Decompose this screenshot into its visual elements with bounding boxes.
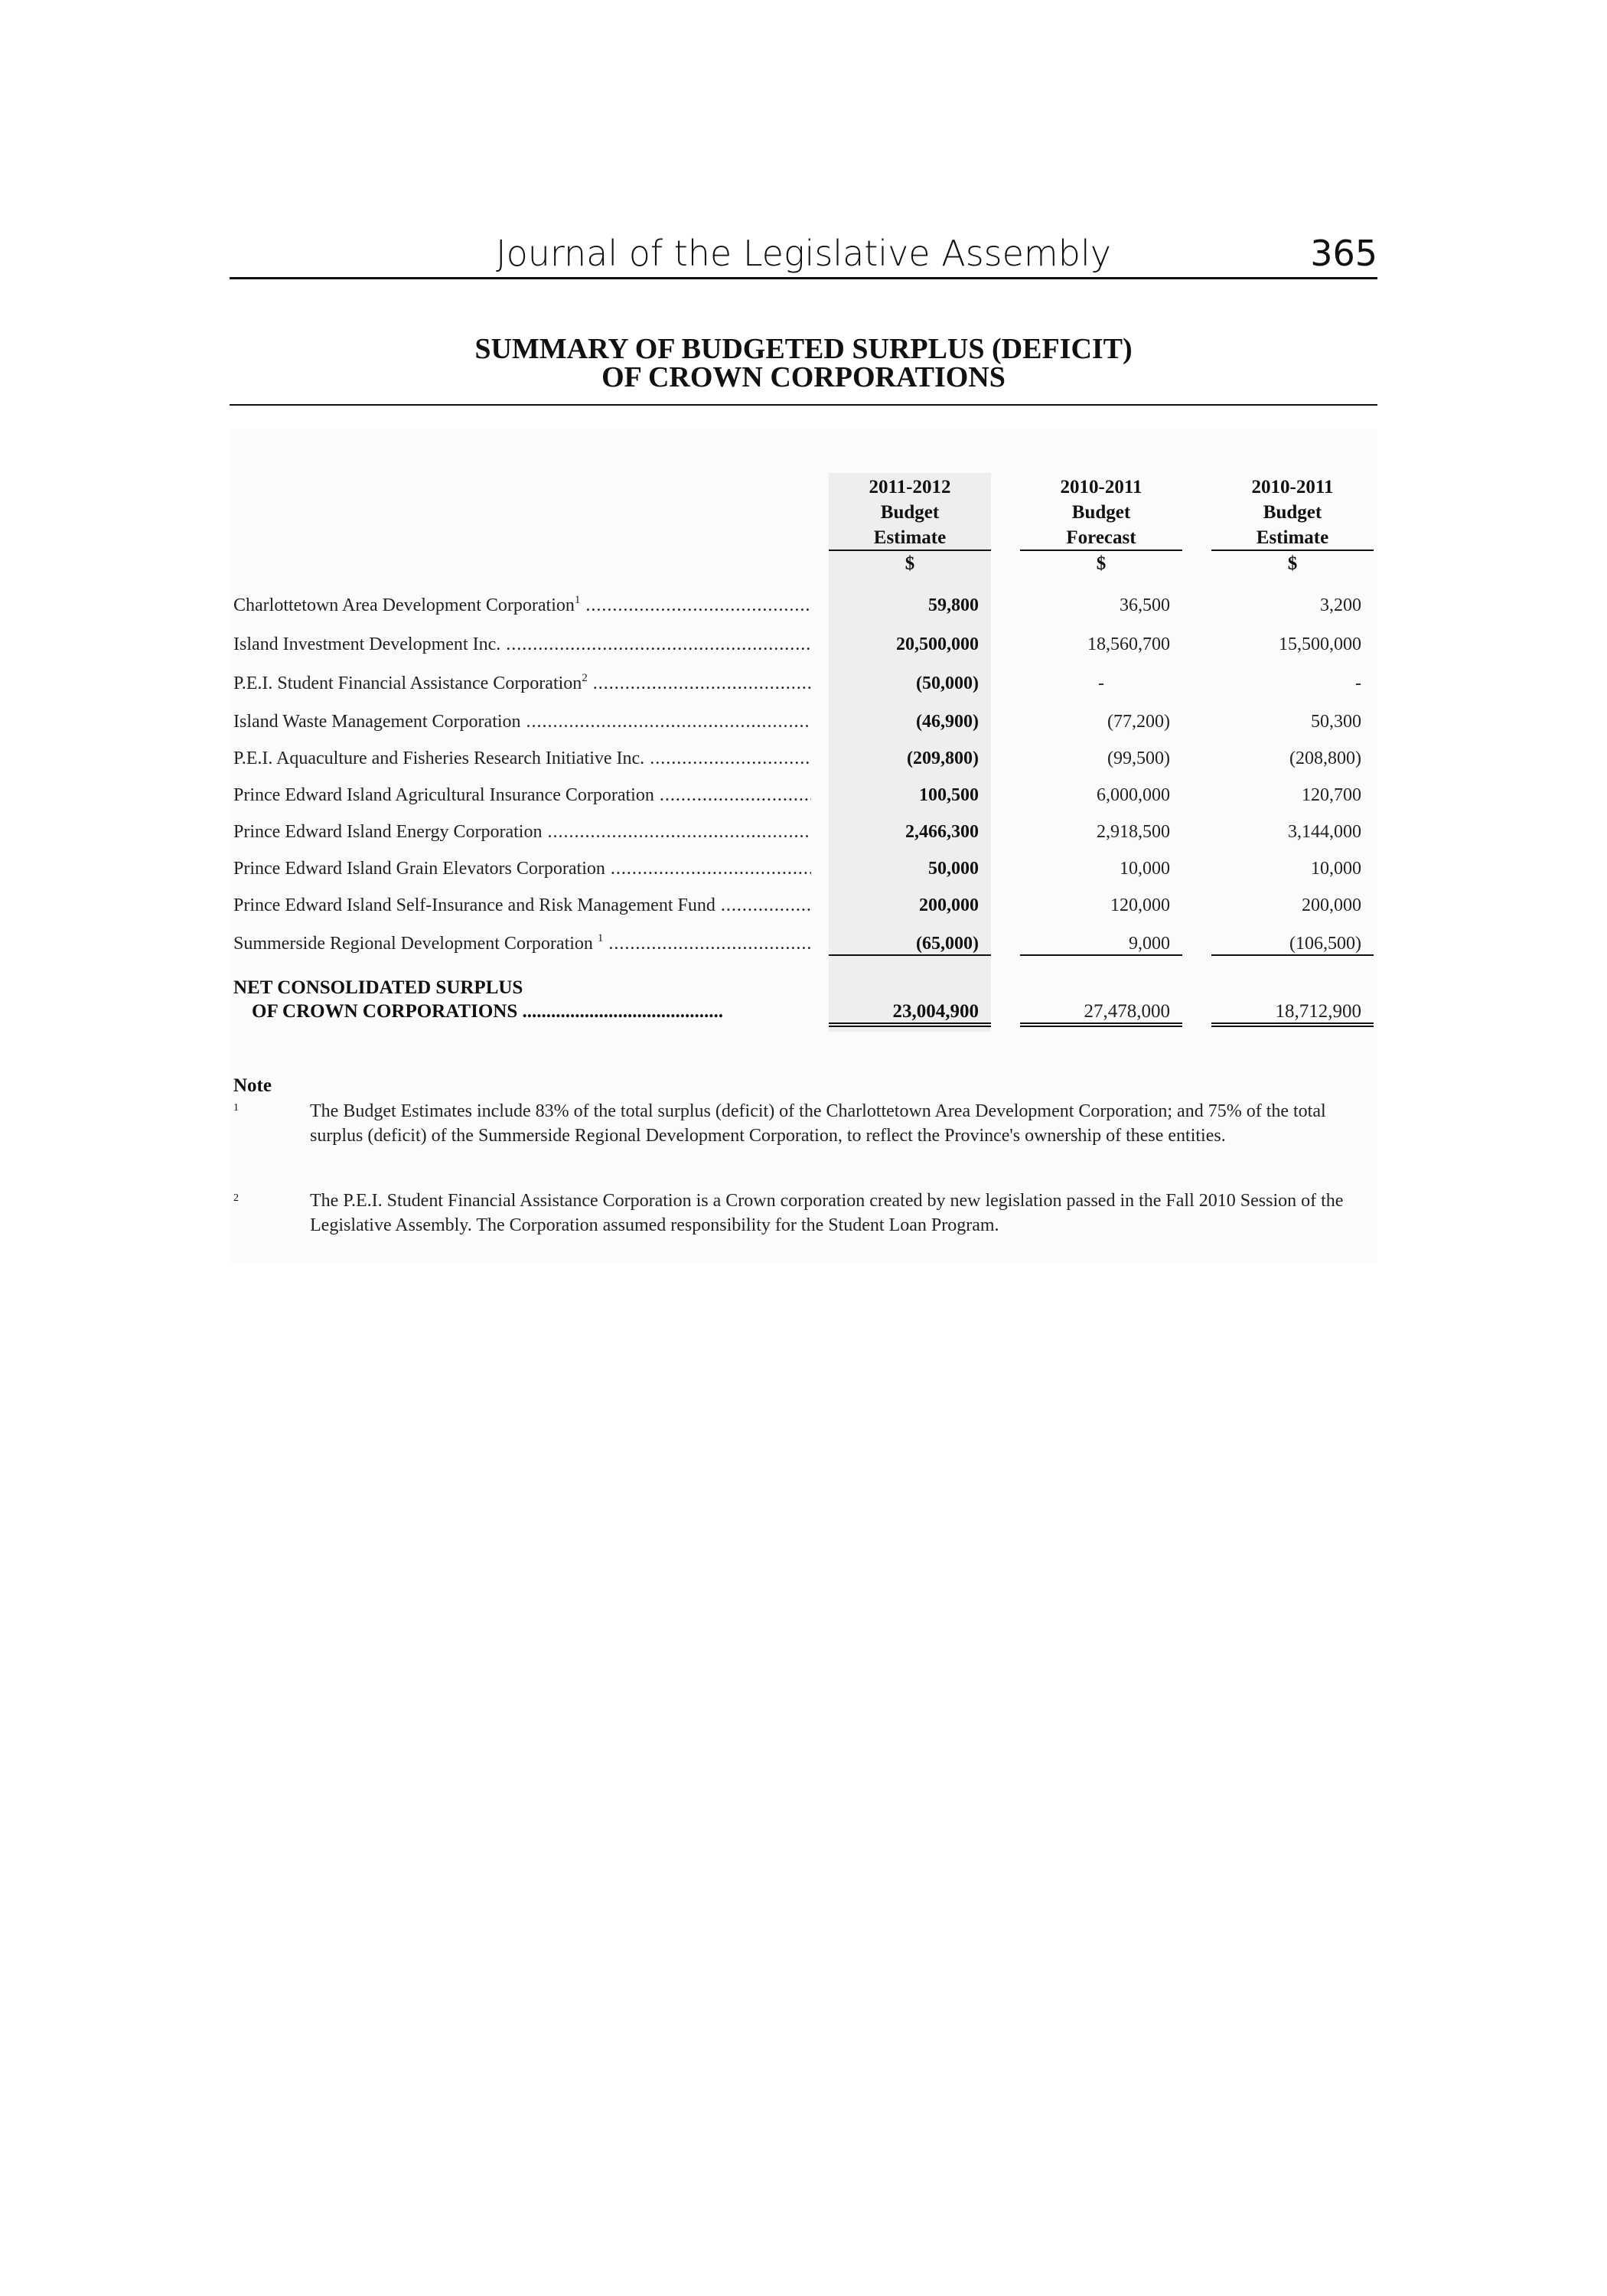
value-2011-2012: 100,500 [919, 785, 979, 805]
value-2011-2012: (50,000) [916, 673, 979, 693]
value-2011-2012: 2,466,300 [905, 822, 979, 842]
journal-title: Journal of the Legislative Assembly [496, 233, 1111, 274]
value-2010-2011-forecast: (77,200) [1107, 712, 1170, 732]
value-2010-2011-estimate: 3,144,000 [1288, 822, 1361, 842]
value-2010-2011-estimate: 10,000 [1311, 859, 1361, 879]
value-2010-2011-forecast: 2,918,500 [1097, 822, 1170, 842]
note-number: 1 [233, 1102, 239, 1114]
value-2010-2011-forecast: 10,000 [1120, 859, 1170, 879]
column-year: 2010-2011 [1060, 477, 1143, 497]
total-label-line2: OF CROWN CORPORATIONS ..... [233, 1000, 723, 1023]
total-row [230, 1001, 1377, 1032]
table-row [230, 859, 1377, 889]
table-row [230, 785, 1377, 816]
row-label: P.E.I. Aquaculture and Fisheries Research Initiative Inc. ..... [233, 748, 811, 769]
row-label: Prince Edward Island Agricultural Insurance Corporation ..... [233, 785, 811, 806]
note-text: The P.E.I. Student Financial Assistance Corporation is a Crown corporation created by new legislation passed in the Fall 2010 Session of the Legislative Assembly. The Corporation assumed responsibility for the Student Loan Program. [310, 1191, 1344, 1235]
column-currency: $ [1287, 553, 1298, 574]
value-2010-2011-forecast: 6,000,000 [1097, 785, 1170, 805]
row-label: Prince Edward Island Self-Insurance and Risk Management Fund ..... [233, 895, 811, 916]
value-2011-2012: (65,000) [829, 934, 991, 956]
value-2010-2011-forecast: - [1098, 673, 1104, 693]
column-kind: Forecast [1020, 526, 1182, 551]
value-2011-2012: 50,000 [928, 859, 979, 879]
column-currency: $ [905, 553, 915, 574]
value-2010-2011-estimate: 50,300 [1311, 712, 1361, 732]
row-label: Charlottetown Area Development Corporation$^1$ ..... [233, 595, 811, 616]
value-2010-2011-forecast: 120,000 [1110, 895, 1170, 915]
table-row [230, 934, 1377, 964]
total-2010-2011-forecast: 27,478,000 [1020, 1001, 1182, 1027]
total-label-line1: NET CONSOLIDATED SURPLUS [233, 977, 523, 998]
value-2011-2012: 200,000 [919, 895, 979, 915]
column-type: Budget [1263, 502, 1322, 523]
column-year: 2011-2012 [869, 477, 951, 497]
value-2011-2012: 20,500,000 [896, 634, 979, 654]
column-type: Budget [1071, 502, 1131, 523]
table-row [230, 748, 1377, 779]
value-2010-2011-estimate: 200,000 [1302, 895, 1361, 915]
summary-title-line2: OF CROWN CORPORATIONS [601, 361, 1006, 393]
column-kind: Estimate [1211, 526, 1374, 551]
value-2010-2011-estimate: 15,500,000 [1279, 634, 1361, 654]
row-label: Prince Edward Island Energy Corporation ..... [233, 822, 811, 843]
value-2011-2012: (209,800) [907, 748, 979, 768]
value-2011-2012: (46,900) [916, 712, 979, 732]
notes-heading: Note [233, 1075, 272, 1096]
column-currency: $ [1096, 553, 1107, 574]
column-header-2010-2011-estimate [1211, 475, 1374, 576]
journal-header [230, 230, 1377, 279]
table-row [230, 712, 1377, 742]
value-2010-2011-estimate: - [1355, 673, 1361, 693]
summary-title [230, 335, 1377, 406]
row-label: Island Waste Management Corporation ..... [233, 712, 811, 732]
row-label: Prince Edward Island Grain Elevators Corporation ..... [233, 859, 811, 879]
value-2010-2011-forecast: 18,560,700 [1087, 634, 1170, 654]
column-header-2011-2012-estimate [829, 475, 991, 576]
note-number: 2 [233, 1192, 239, 1204]
column-header-2010-2011-forecast [1020, 475, 1182, 576]
value-2010-2011-forecast: 36,500 [1120, 595, 1170, 615]
column-year: 2010-2011 [1251, 477, 1334, 497]
note-text: The Budget Estimates include 83% of the total surplus (deficit) of the Charlottetown Area Development Corporation; and 75% of the total surplus (deficit) of the Summerside Regional Development Corporation, to reflect the Province's ownership of these entities. [310, 1101, 1326, 1146]
table-row [230, 822, 1377, 853]
value-2010-2011-estimate: (208,800) [1289, 748, 1361, 768]
total-2010-2011-estimate: 18,712,900 [1211, 1001, 1374, 1027]
table-row [230, 634, 1377, 665]
summary-title-line1: SUMMARY OF BUDGETED SURPLUS (DEFICIT) [474, 333, 1133, 365]
page-number: 365 [1310, 233, 1377, 274]
table-row [230, 595, 1377, 626]
table-row [230, 895, 1377, 926]
column-type: Budget [880, 502, 940, 523]
row-label: Summerside Regional Development Corporation $^1$ ..... [233, 934, 811, 954]
value-2010-2011-estimate: 120,700 [1302, 785, 1361, 805]
row-label: P.E.I. Student Financial Assistance Corporation$^2$ ..... [233, 673, 811, 694]
total-2011-2012: 23,004,900 [829, 1001, 991, 1027]
column-kind: Estimate [829, 526, 991, 551]
value-2010-2011-estimate: (106,500) [1211, 934, 1374, 956]
value-2010-2011-forecast: (99,500) [1107, 748, 1170, 768]
value-2011-2012: 59,800 [928, 595, 979, 615]
row-label: Island Investment Development Inc. ..... [233, 634, 811, 655]
value-2010-2011-forecast: 9,000 [1020, 934, 1182, 956]
table-row [230, 673, 1377, 704]
value-2010-2011-estimate: 3,200 [1320, 595, 1361, 615]
